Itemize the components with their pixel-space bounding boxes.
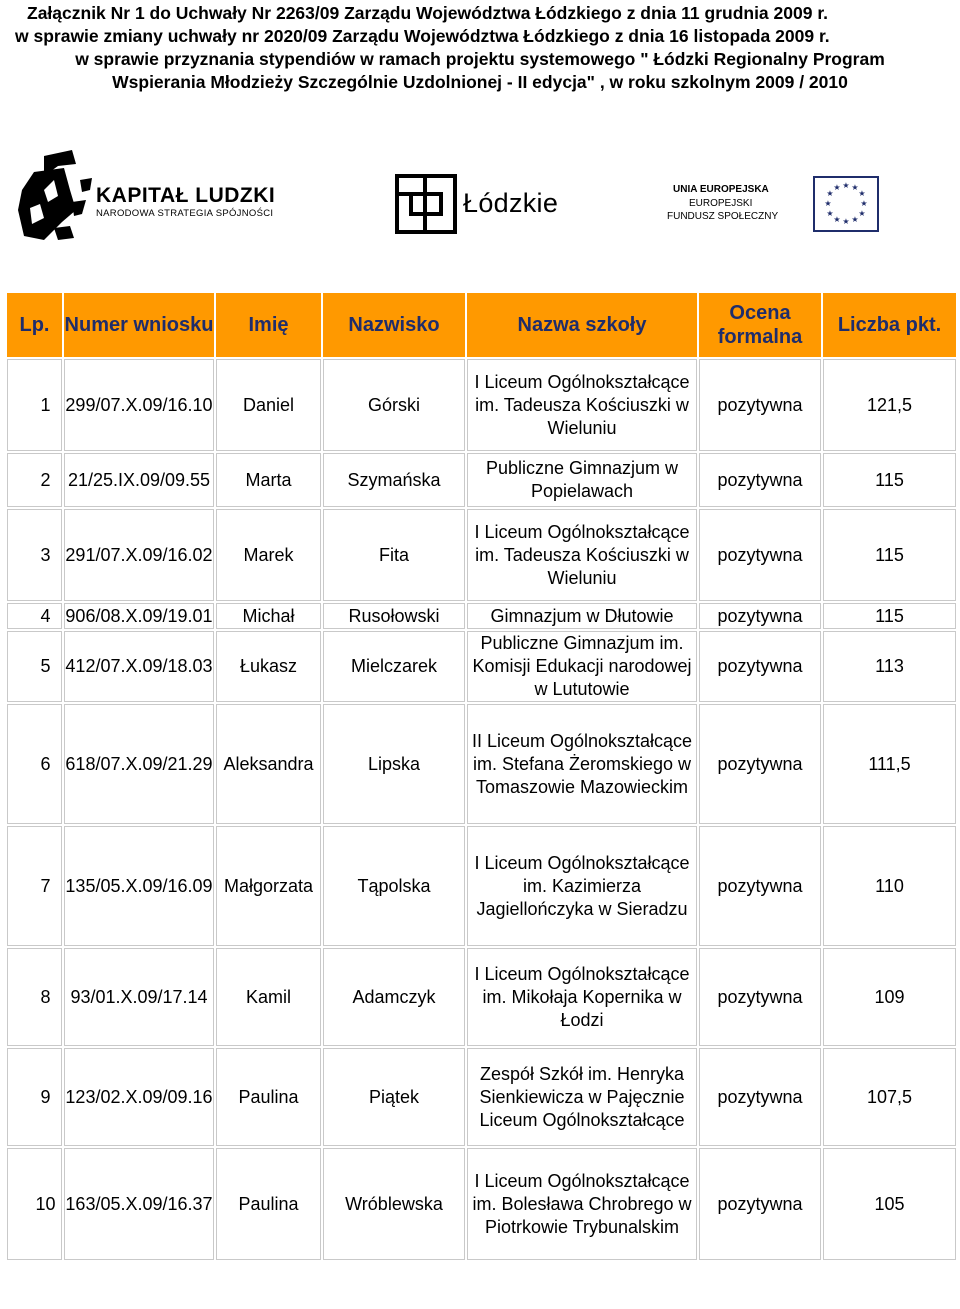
- cell-numer-wniosku: 135/05.X.09/16.09: [64, 826, 214, 946]
- cell-imie: Daniel: [216, 359, 321, 451]
- table-row: [7, 948, 956, 1046]
- document-header: [0, 2, 960, 94]
- cell-nazwa-szkoly: Publiczne Gimnazjum im. Komisji Edukacji narodowej w Lututowie: [467, 631, 697, 702]
- cell-ocena-formalna: pozytywna: [699, 359, 821, 451]
- cell-ocena-formalna: pozytywna: [699, 509, 821, 601]
- cell-numer-wniosku: 299/07.X.09/16.10: [64, 359, 214, 451]
- cell-imie: Paulina: [216, 1148, 321, 1260]
- table-row: [7, 1148, 956, 1260]
- cell-nazwisko: Rusołowski: [323, 603, 465, 629]
- cell-imie: Marta: [216, 453, 321, 507]
- cell-liczba-pkt: 107,5: [823, 1048, 956, 1146]
- svg-text:★: ★: [833, 183, 841, 192]
- table-row: [7, 359, 956, 451]
- table-row: [7, 1048, 956, 1146]
- header-imie: Imię: [216, 293, 321, 357]
- cell-lp: 10: [7, 1148, 62, 1260]
- cell-nazwisko: Górski: [323, 359, 465, 451]
- cell-ocena-formalna: pozytywna: [699, 603, 821, 629]
- cell-lp: 9: [7, 1048, 62, 1146]
- cell-ocena-formalna: pozytywna: [699, 631, 821, 702]
- cell-imie: Paulina: [216, 1048, 321, 1146]
- header-line-4: Wspierania Młodzieży Szczególnie Uzdolnionej - II edycja" , w roku szkolnym 2009 / 2010: [112, 72, 848, 92]
- cell-nazwa-szkoly: I Liceum Ogólnokształcące im. Bolesława Chrobrego w Piotrkowie Trybunalskim: [467, 1148, 697, 1260]
- cell-imie: Marek: [216, 509, 321, 601]
- table-row: [7, 603, 956, 629]
- kapital-ludzki-subtitle: NARODOWA STRATEGIA SPÓJNOŚCI: [96, 208, 274, 219]
- cell-lp: 5: [7, 631, 62, 702]
- header-liczba-pkt: Liczba pkt.: [823, 293, 956, 357]
- cell-liczba-pkt: 109: [823, 948, 956, 1046]
- table-row: [7, 509, 956, 601]
- cell-imie: Michał: [216, 603, 321, 629]
- cell-liczba-pkt: 105: [823, 1148, 956, 1260]
- cell-lp: 4: [7, 603, 62, 629]
- svg-text:★: ★: [826, 209, 834, 218]
- cell-imie: Małgorzata: [216, 826, 321, 946]
- cell-lp: 1: [7, 359, 62, 451]
- cell-numer-wniosku: 906/08.X.09/19.01: [64, 603, 214, 629]
- cell-liczba-pkt: 115: [823, 509, 956, 601]
- cell-numer-wniosku: 618/07.X.09/21.29: [64, 704, 214, 824]
- header-line-3: w sprawie przyznania stypendiów w ramach projektu systemowego " Łódzki Regionalny Program: [75, 49, 885, 69]
- cell-nazwisko: Fita: [323, 509, 465, 601]
- svg-text:★: ★: [858, 209, 866, 218]
- ue-line-2: EUROPEJSKI: [689, 198, 753, 209]
- header-line-2: w sprawie zmiany uchwały nr 2020/09 Zarządu Województwa Łódzkiego z dnia 16 listopada 2009 r.: [15, 26, 830, 46]
- lodzkie-logo: [395, 174, 575, 234]
- header-numer-wniosku: Numer wniosku: [64, 293, 214, 357]
- cell-nazwisko: Adamczyk: [323, 948, 465, 1046]
- table-row: [7, 704, 956, 824]
- lodzkie-icon: [395, 174, 457, 234]
- cell-nazwisko: Tąpolska: [323, 826, 465, 946]
- table-header-row: [7, 293, 956, 357]
- table-row: [7, 631, 956, 702]
- cell-nazwa-szkoly: Zespół Szkół im. Henryka Sienkiewicza w Pajęcznie Liceum Ogólnokształcące: [467, 1048, 697, 1146]
- lodzkie-text: Łódzkie: [463, 188, 559, 218]
- header-line-1: Załącznik Nr 1 do Uchwały Nr 2263/09 Zarządu Województwa Łódzkiego z dnia 11 grudnia 2009 r.: [27, 3, 829, 23]
- table-row: [7, 826, 956, 946]
- cell-lp: 2: [7, 453, 62, 507]
- svg-text:★: ★: [851, 215, 859, 224]
- cell-nazwisko: Lipska: [323, 704, 465, 824]
- cell-nazwa-szkoly: Gimnazjum w Dłutowie: [467, 603, 697, 629]
- svg-text:★: ★: [842, 217, 850, 226]
- cell-ocena-formalna: pozytywna: [699, 948, 821, 1046]
- cell-ocena-formalna: pozytywna: [699, 704, 821, 824]
- header-lp: Lp.: [7, 293, 62, 357]
- cell-numer-wniosku: 123/02.X.09/09.16: [64, 1048, 214, 1146]
- cell-lp: 7: [7, 826, 62, 946]
- unia-europejska-logo: [667, 176, 882, 236]
- cell-lp: 6: [7, 704, 62, 824]
- cell-nazwa-szkoly: I Liceum Ogólnokształcące im. Tadeusza Kościuszki w Wieluniu: [467, 359, 697, 451]
- cell-numer-wniosku: 412/07.X.09/18.03: [64, 631, 214, 702]
- header-ocena-formalna: Ocena formalna: [699, 293, 821, 357]
- cell-ocena-formalna: pozytywna: [699, 1148, 821, 1260]
- table-body: [7, 359, 956, 1260]
- cell-nazwisko: Wróblewska: [323, 1148, 465, 1260]
- cell-liczba-pkt: 110: [823, 826, 956, 946]
- svg-text:★: ★: [858, 189, 866, 198]
- cell-nazwisko: Piątek: [323, 1048, 465, 1146]
- cell-ocena-formalna: pozytywna: [699, 453, 821, 507]
- cell-numer-wniosku: 21/25.IX.09/09.55: [64, 453, 214, 507]
- cell-imie: Łukasz: [216, 631, 321, 702]
- svg-text:★: ★: [824, 199, 832, 208]
- ue-line-1: UNIA EUROPEJSKA: [673, 184, 769, 195]
- cell-nazwa-szkoly: I Liceum Ogólnokształcące im. Mikołaja Kopernika w Łodzi: [467, 948, 697, 1046]
- cell-nazwa-szkoly: Publiczne Gimnazjum w Popielawach: [467, 453, 697, 507]
- ue-line-3: FUNDUSZ SPOŁECZNY: [667, 211, 779, 222]
- cell-liczba-pkt: 113: [823, 631, 956, 702]
- scholarship-table: [5, 291, 958, 1262]
- cell-nazwisko: Mielczarek: [323, 631, 465, 702]
- kapital-ludzki-icon: [14, 150, 94, 245]
- header-nazwa-szkoly: Nazwa szkoły: [467, 293, 697, 357]
- cell-ocena-formalna: pozytywna: [699, 826, 821, 946]
- cell-nazwisko: Szymańska: [323, 453, 465, 507]
- cell-lp: 3: [7, 509, 62, 601]
- svg-text:★: ★: [842, 181, 850, 190]
- svg-text:★: ★: [826, 189, 834, 198]
- cell-liczba-pkt: 115: [823, 453, 956, 507]
- cell-nazwa-szkoly: I Liceum Ogólnokształcące im. Kazimierza Jagiellończyka w Sieradzu: [467, 826, 697, 946]
- cell-nazwa-szkoly: II Liceum Ogólnokształcące im. Stefana Żeromskiego w Tomaszowie Mazowieckim: [467, 704, 697, 824]
- cell-nazwa-szkoly: I Liceum Ogólnokształcące im. Tadeusza Kościuszki w Wieluniu: [467, 509, 697, 601]
- header-nazwisko: Nazwisko: [323, 293, 465, 357]
- cell-lp: 8: [7, 948, 62, 1046]
- kapital-ludzki-logo: [14, 150, 304, 245]
- kapital-ludzki-title: KAPITAŁ LUDZKI: [96, 184, 276, 207]
- table-row: [7, 453, 956, 507]
- svg-text:★: ★: [860, 199, 868, 208]
- cell-numer-wniosku: 93/01.X.09/17.14: [64, 948, 214, 1046]
- svg-text:★: ★: [851, 183, 859, 192]
- cell-numer-wniosku: 163/05.X.09/16.37: [64, 1148, 214, 1260]
- cell-liczba-pkt: 121,5: [823, 359, 956, 451]
- cell-imie: Aleksandra: [216, 704, 321, 824]
- cell-liczba-pkt: 111,5: [823, 704, 956, 824]
- cell-imie: Kamil: [216, 948, 321, 1046]
- cell-numer-wniosku: 291/07.X.09/16.02: [64, 509, 214, 601]
- cell-ocena-formalna: pozytywna: [699, 1048, 821, 1146]
- svg-text:★: ★: [833, 215, 841, 224]
- cell-liczba-pkt: 115: [823, 603, 956, 629]
- eu-flag-icon: [813, 176, 879, 232]
